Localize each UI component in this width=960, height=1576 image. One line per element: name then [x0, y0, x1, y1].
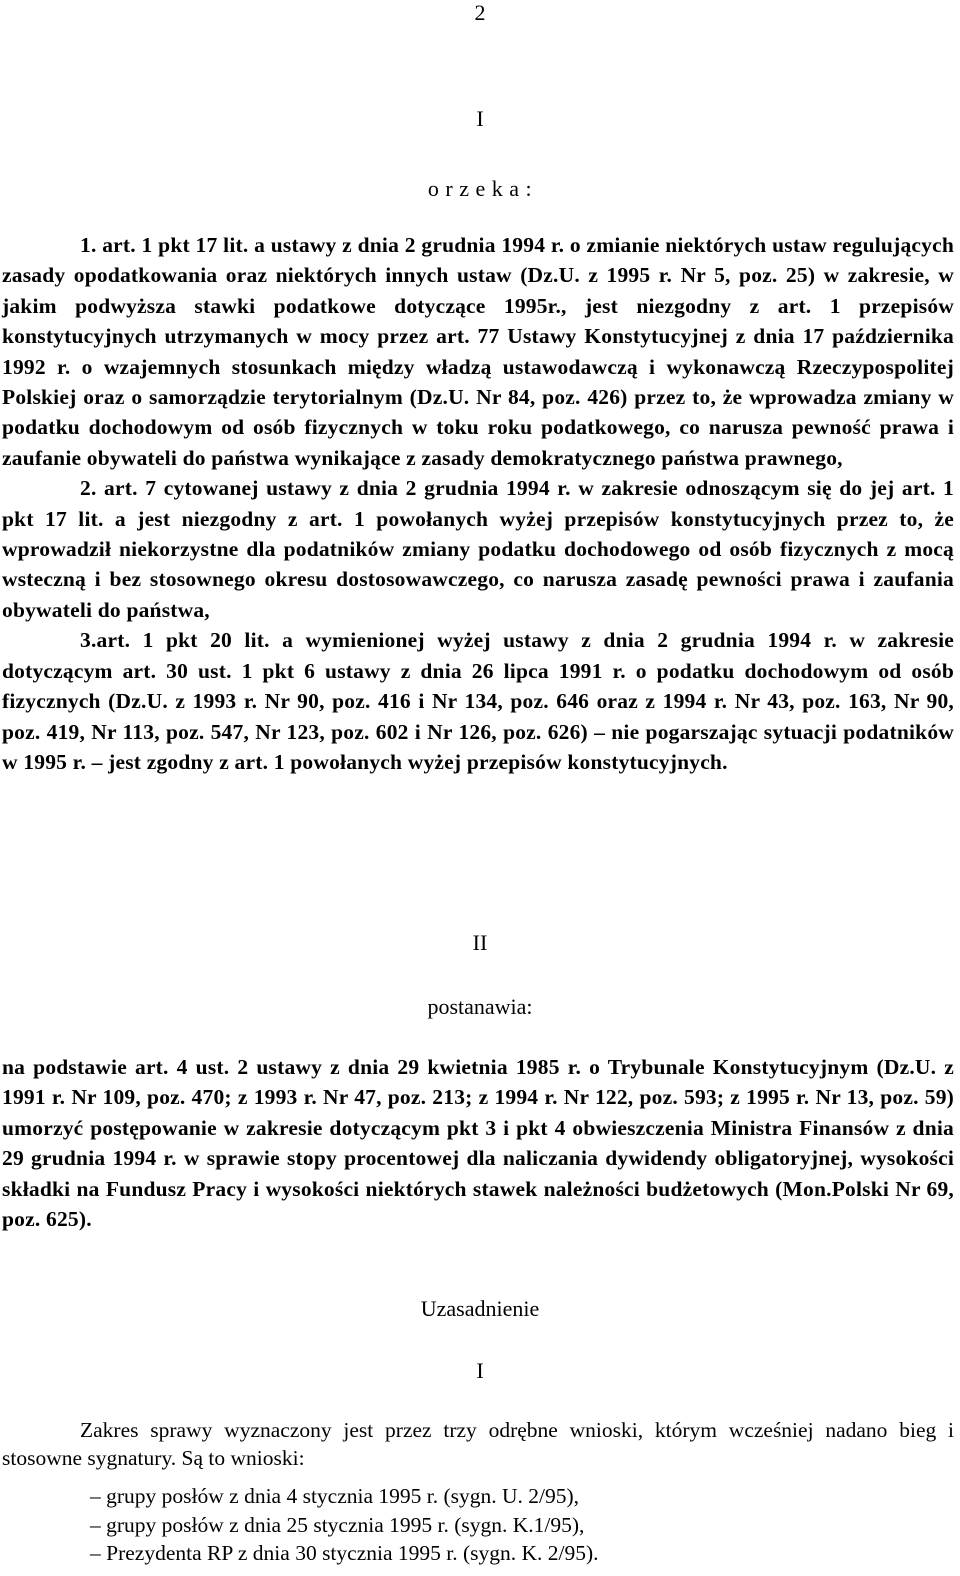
section-numeral-1: I: [476, 106, 484, 131]
list-item: – grupy posłów z dnia 4 stycznia 1995 r. (sygn. U. 2/95),: [90, 1482, 950, 1511]
ruling-item-1: 1. art. 1 pkt 17 lit. a ustawy z dnia 2 grudnia 1994 r. o zmianie niektórych ustaw regulujących zasady opodatkowania oraz niektórych innych ustaw (Dz.U. z 1995 r. Nr 5, poz. 25) w zakresie, w jakim podwyższa stawki podatkowe dotyczące 1995r., jest niezgodny z art. 1 przepisów konstytucyjnych utrzymanych w mocy przez art. 77 Ustawy Konstytucyjnej z dnia 17 października 1992 r. o wzajemnych stosunkach między władzą ustawodawczą i wykonawczą Rzeczypospolitej Polskiej oraz o samorządzie terytorialnym (Dz.U. Nr 84, poz. 426) przez to, że wprowadza zmiany w podatku dochodowym od osób fizycznych w toku roku podatkowego, co narusza pewność prawa i zaufanie obywateli do państwa wynikające z zasady demokratycznego państwa prawnego,: [2, 233, 954, 470]
page-number: 2: [474, 0, 486, 25]
justification-intro: Zakres sprawy wyznaczony jest przez trzy odrębne wnioski, którym wcześniej nadano bieg i stosowne sygnatury. Są to wnioski:: [2, 1418, 954, 1470]
list-item: – Prezydenta RP z dnia 30 stycznia 1995 r. (sygn. K. 2/95).: [90, 1539, 950, 1568]
ruling-item-2: 2. art. 7 cytowanej ustawy z dnia 2 grudnia 1994 r. w zakresie odnoszącym się do jej art. 1 pkt 17 lit. a jest niezgodny z art. 1 powołanych wyżej przepisów konstytucyjnych przez to, że wprowadził niekorzystne dla podatników zmiany podatku dochodowego od osób fizycznych z mocą wsteczną i bez stosownego okresu dostosowawczego, co narusza zasadę pewności prawa i zaufania obywateli do państwa,: [2, 476, 954, 622]
justification-heading: Uzasadnienie: [420, 1296, 540, 1321]
justification-numeral: I: [476, 1358, 484, 1383]
justification-intro-block: [2, 1416, 954, 1472]
decision-heading: postanawia:: [427, 994, 533, 1019]
decision-text-block: [2, 1052, 954, 1234]
section-numeral-2: II: [472, 930, 488, 955]
ruling-item-3: 3.art. 1 pkt 20 lit. a wymienionej wyżej ustawy z dnia 2 grudnia 1994 r. w zakresie dotyczącym art. 30 ust. 1 pkt 6 ustawy z dnia 26 lipca 1991 r. o podatku dochodowym od osób fizycznych (Dz.U. z 1993 r. Nr 90, poz. 416 i Nr 134, poz. 646 oraz z 1994 r. Nr 43, poz. 163, Nr 90, poz. 419, Nr 113, poz. 547, Nr 123, poz. 602 i Nr 126, poz. 626) – nie pogarszając sytuacji podatników w 1995 r. – jest zgodny z art. 1 powołanych wyżej przepisów konstytucyjnych.: [2, 628, 954, 774]
list-item: – grupy posłów z dnia 25 stycznia 1995 r. (sygn. K.1/95),: [90, 1511, 950, 1540]
ruling-heading: o r z e k a :: [427, 176, 533, 201]
ruling-items: [2, 230, 954, 777]
decision-text: na podstawie art. 4 ust. 2 ustawy z dnia 29 kwietnia 1985 r. o Trybunale Konstytucyjnym (Dz.U. z 1991 r. Nr 109, poz. 470; z 1993 r. Nr 47, poz. 213; z 1994 r. Nr 122, poz. 593; z 1995 r. Nr 13, poz. 59) umorzyć postępowanie w zakresie dotyczącym pkt 3 i pkt 4 obwieszczenia Ministra Finansów z dnia 29 grudnia 1994 r. w sprawie stopy procentowej dla naliczania dywidendy obligatoryjnej, wysokości składki na Fundusz Pracy i wysokości niektórych stawek należności budżetowych (Mon.Polski Nr 69, poz. 625).: [2, 1055, 954, 1232]
motions-list: [90, 1482, 950, 1568]
